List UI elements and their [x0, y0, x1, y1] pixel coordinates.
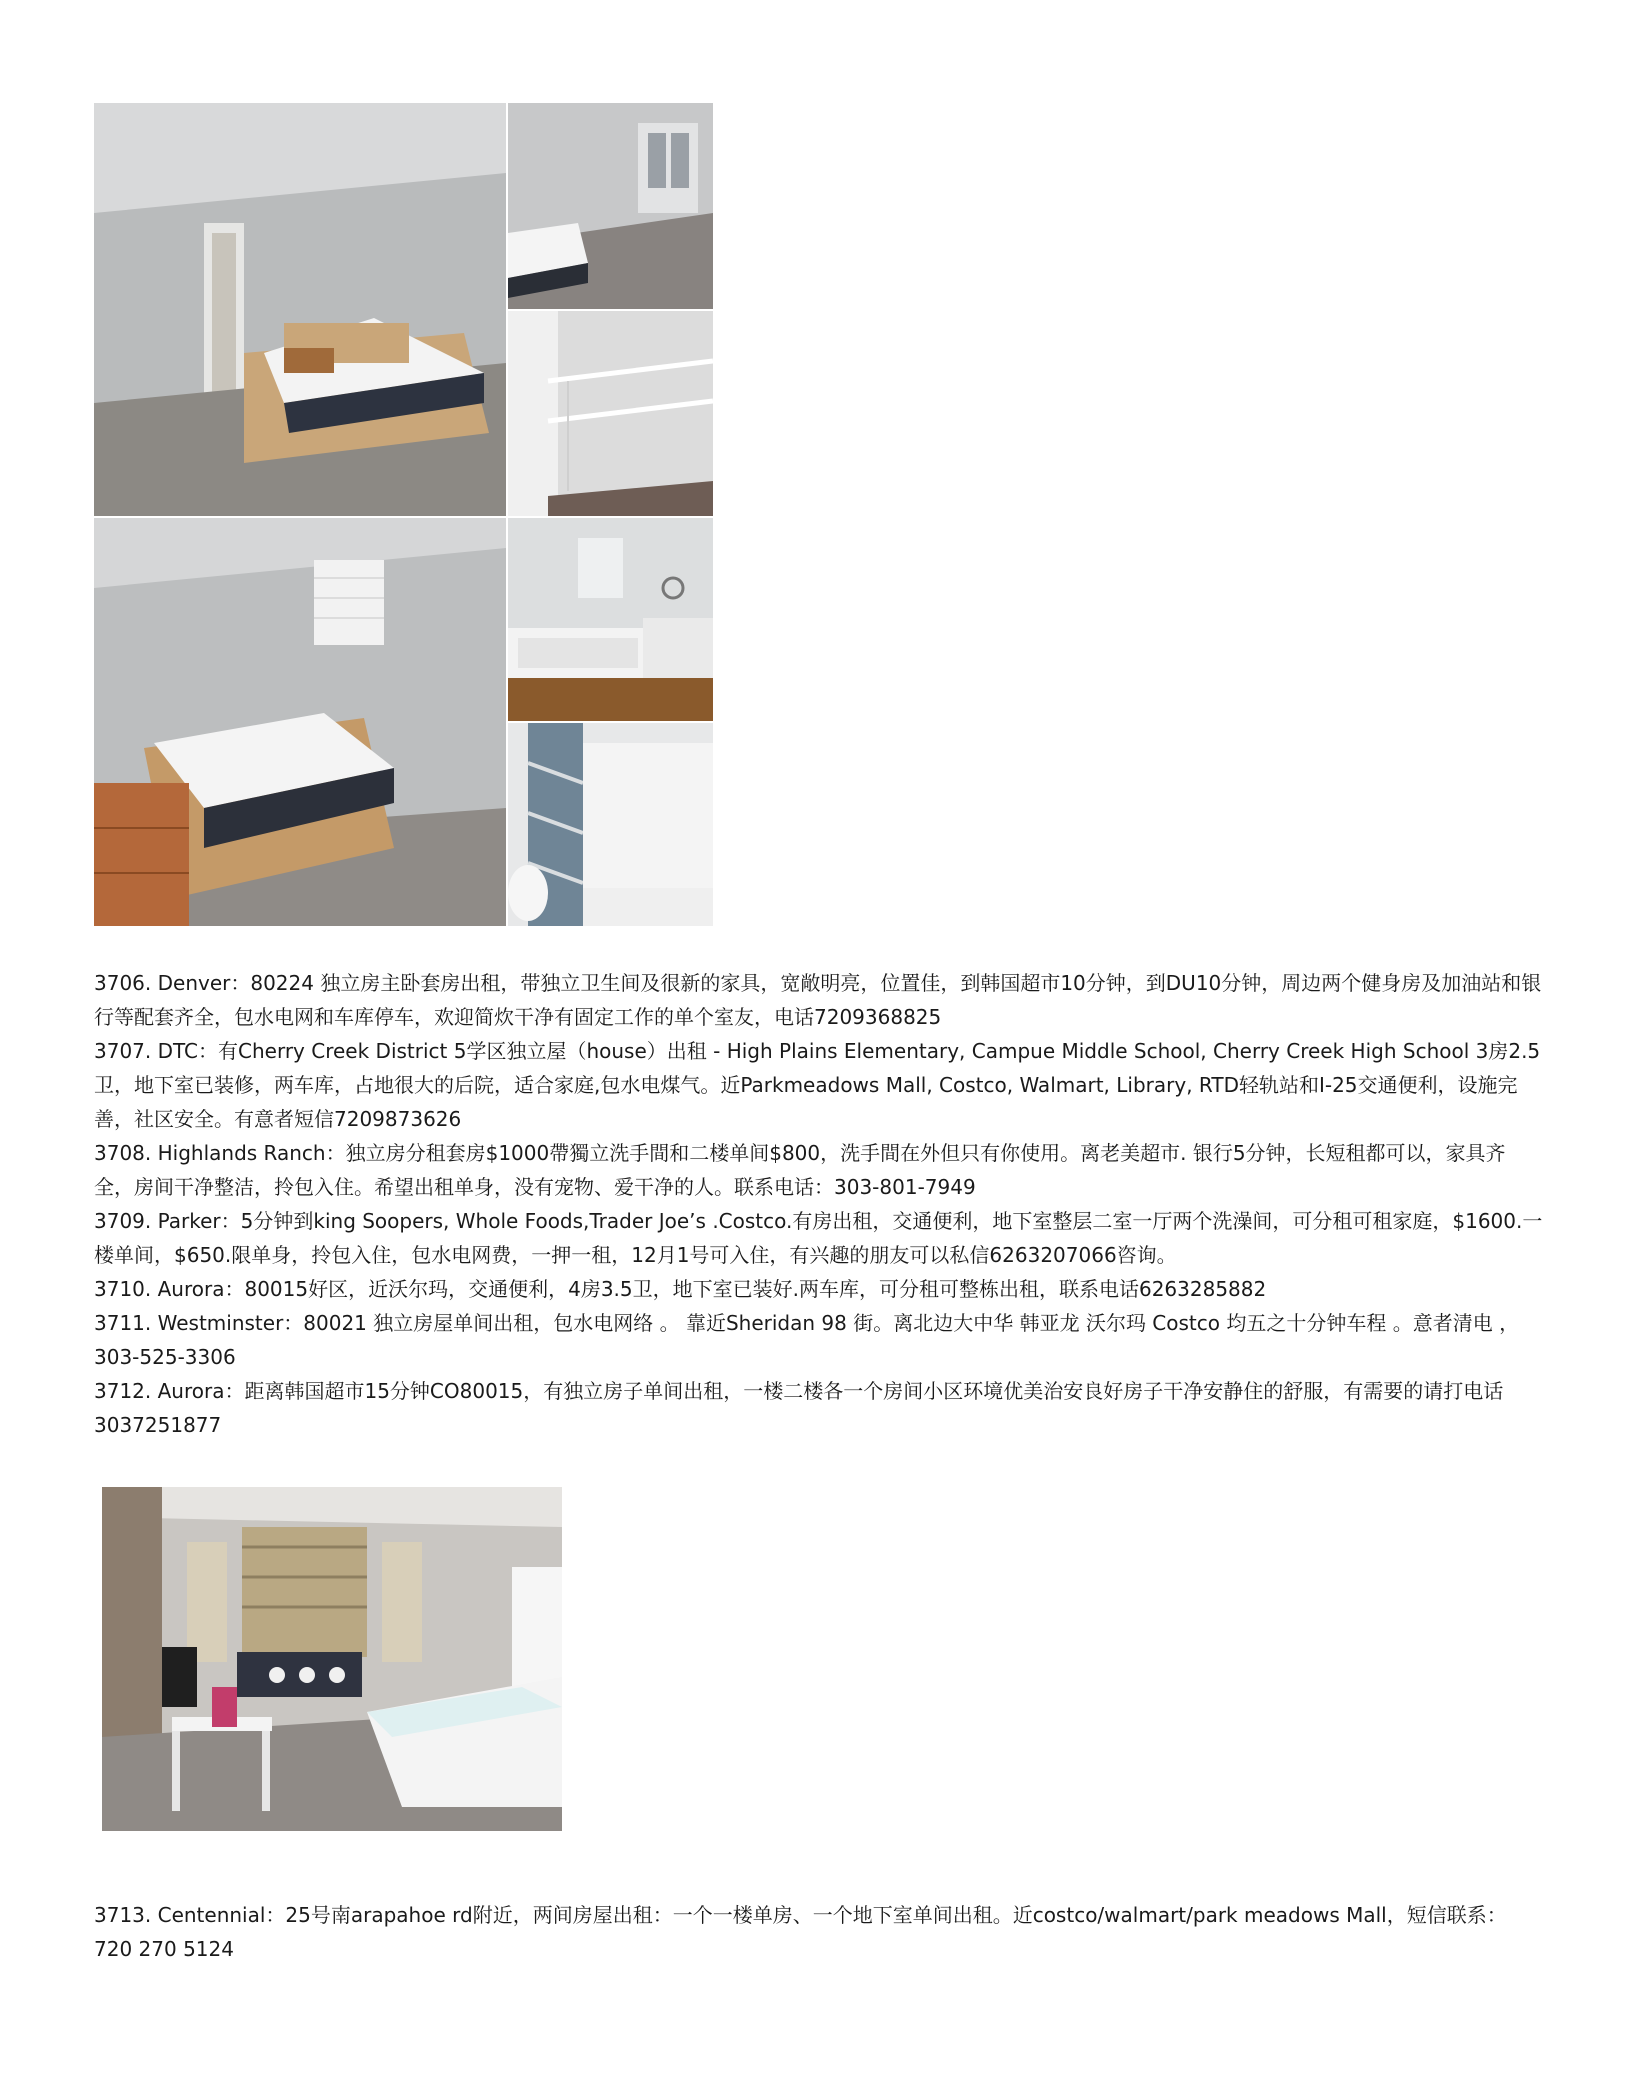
listing-3706: 3706. Denver：80224 独立房主卧套房出租，带独立卫生间及很新的家具，宽敞明亮，位置佳，到韩国超市10分钟，到DU10分钟，周边两个健身房及加油站和银行等配套齐全，包水电网和车库停车，欢迎简炊干净有固定工作的单个室友，电话7209368825: [94, 971, 1542, 1029]
photo-bedroom-bay-window: [102, 1487, 562, 1831]
photo-bedroom-main: [94, 103, 506, 516]
photo-bathroom-shower: [508, 723, 713, 926]
listing-3709: 3709. Parker：5分钟到king Soopers, Whole Foods,Trader Joe’s .Costco.有房出租，交通便利，地下室整层二室一厅两个洗澡间，可分租可租家庭，$1600.一楼单间，$650.限单身，拎包入住，包水电网费，一押一租，12月1号可入住，有兴趣的朋友可以私信6263207066咨询。: [94, 1209, 1543, 1267]
listings-block: [94, 966, 1544, 1442]
photo-basement-room: [508, 103, 713, 309]
photo-bedroom-window: [94, 518, 506, 926]
listing-3708: 3708. Highlands Ranch：独立房分租套房$1000帶獨立洗手間和二楼单间$800，洗手間在外但只有你使用。离老美超市. 银行5分钟，长短租都可以，家具齐全，房间干净整洁，拎包入住。希望出租单身，没有宠物、爱干净的人。联系电话：303-801-7949: [94, 1141, 1506, 1199]
listing-3711: 3711. Westminster：80021 独立房屋单间出租，包水电网络 。 靠近Sheridan 98 街。离北边大中华 韩亚龙 沃尔玛 Costco 均五之十分钟车程 。意者清电 ，303-525-3306: [94, 1311, 1520, 1369]
photo-bathroom-sink: [508, 518, 713, 721]
photo-closet: [508, 311, 713, 516]
listing-3712: 3712. Aurora：距离韩国超市15分钟CO80015，有独立房子单间出租，一楼二楼各一个房间小区环境优美治安良好房子干净安静住的舒服，有需要的请打电话3037251877: [94, 1379, 1504, 1437]
listing-3710: 3710. Aurora：80015好区，近沃尔玛，交通便利，4房3.5卫，地下室已装好.两车库，可分租可整栋出租，联系电话6263285882: [94, 1277, 1267, 1301]
listing-3707: 3707. DTC：有Cherry Creek District 5学区独立屋（house）出租 - High Plains Elementary, Campue Middle School, Cherry Creek High School 3房2.5卫，地下室已装修，两车库，占地很大的后院，适合家庭,包水电煤气。近Parkmeadows Mall, Costco, Walmart, Library, RTD轻轨站和I-25交通便利，设施完善，社区安全。有意者短信7209873626: [94, 1039, 1541, 1131]
listing-3713: 3713. Centennial：25号南arapahoe rd附近，两间房屋出租：一个一楼单房、一个地下室单间出租。近costco/walmart/park meadows Mall，短信联系：720 270 5124: [94, 1903, 1507, 1961]
